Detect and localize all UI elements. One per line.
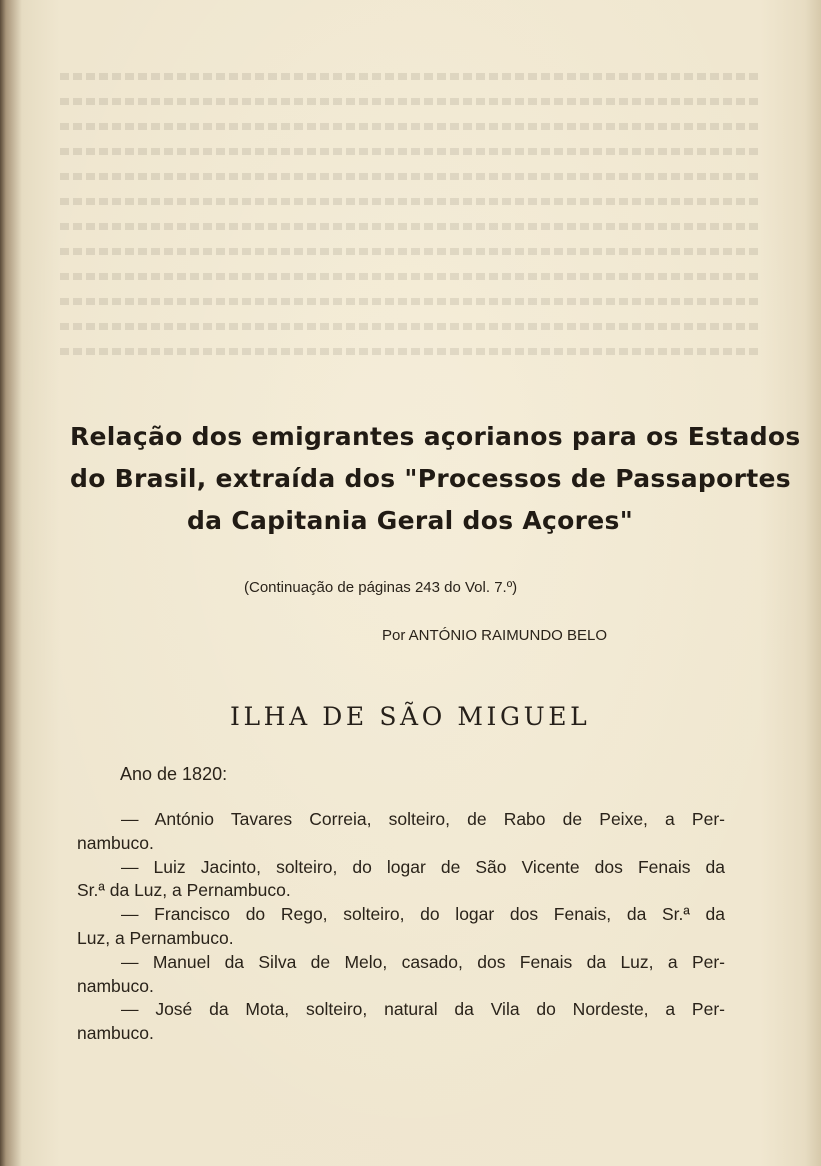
entry-line-1: — Francisco do Rego, solteiro, do logar dos Fenais, da Sr.ª da (121, 904, 725, 925)
entry-line-2: Sr.ª da Luz, a Pernambuco. (77, 880, 291, 901)
author-byline: Por ANTÓNIO RAIMUNDO BELO (382, 627, 608, 644)
entry-line-1: — José da Mota, solteiro, natural da Vila do Nordeste, a Per- (121, 999, 725, 1020)
entry-line-2: nambuco. (77, 832, 154, 853)
continuation-note: (Continuação de páginas 243 do Vol. 7.º) (244, 579, 518, 596)
list-item (77, 903, 725, 951)
list-item (77, 998, 725, 1046)
list-item (77, 951, 725, 999)
year-label: Ano de 1820: (120, 764, 228, 784)
entry-line-1: — Luiz Jacinto, solteiro, do logar de São Vicente dos Fenais da (121, 856, 725, 877)
entry-line-1: — António Tavares Correia, solteiro, de Rabo de Peixe, a Per- (121, 809, 725, 829)
section-heading: ILHA DE SÃO MIGUEL (230, 702, 591, 731)
title-line-2: do Brasil, extraída dos "Processos de Passaportes (70, 464, 791, 493)
bleed-through-text (60, 55, 761, 395)
entry-line-1: — Manuel da Silva de Melo, casado, dos Fenais da Luz, a Per- (121, 951, 725, 972)
list-item (77, 808, 725, 856)
entry-line-2: nambuco. (77, 975, 154, 996)
title-line-1: Relação dos emigrantes açorianos para os Estados (70, 422, 801, 451)
emigrant-list (77, 808, 725, 1046)
entry-line-2: nambuco. (77, 1023, 154, 1044)
title-line-3: da Capitania Geral dos Açores" (186, 506, 634, 535)
article-title (70, 416, 801, 542)
list-item (77, 856, 725, 904)
entry-line-2: Luz, a Pernambuco. (77, 927, 234, 948)
